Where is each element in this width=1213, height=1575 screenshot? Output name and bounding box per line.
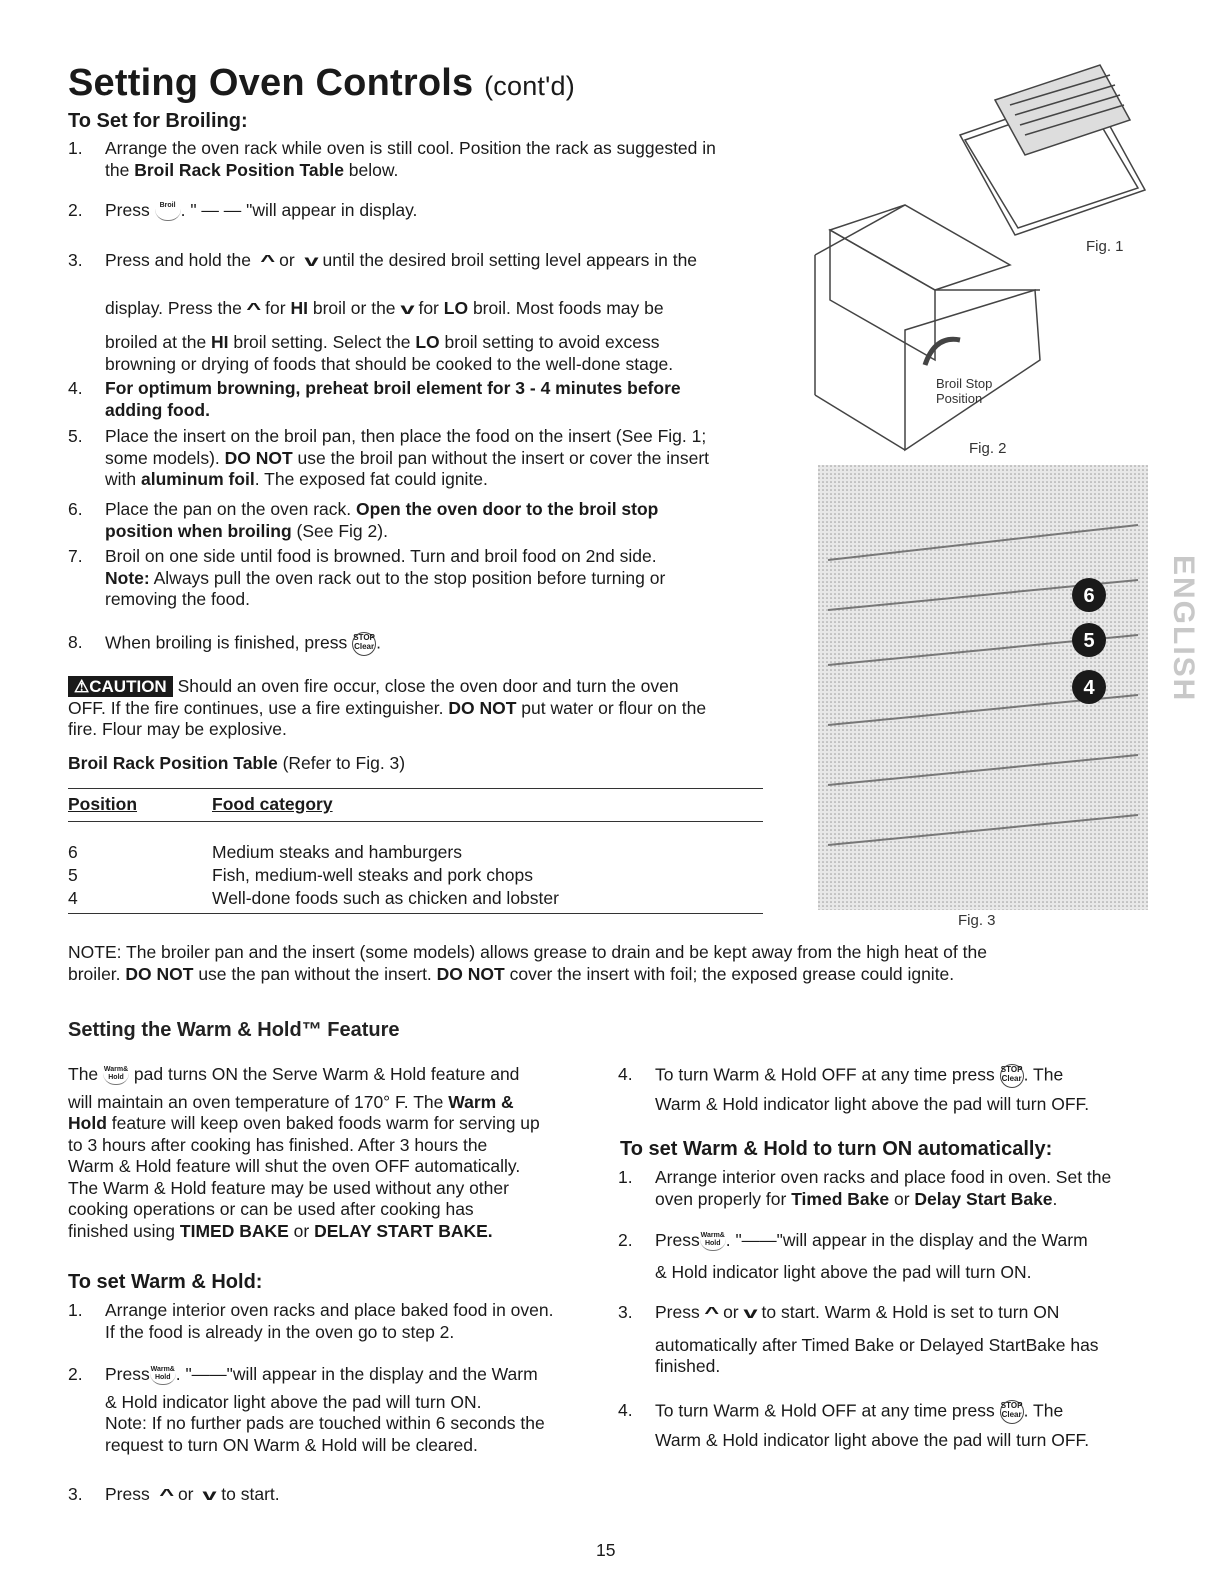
stop-clear-icon: STOP Clear bbox=[1000, 1400, 1024, 1424]
step-number: 1. bbox=[68, 138, 83, 158]
table-rule-bottom bbox=[68, 913, 763, 914]
stop-clear-icon: STOP Clear bbox=[352, 632, 376, 656]
warm-step-4: 4. To turn Warm & Hold OFF at any time press STOP Clear . The Warm & Hold indicator light above the pad will turn OFF. bbox=[618, 1064, 1090, 1114]
oven-interior-illustration bbox=[818, 465, 1148, 910]
table-cell-food: Medium steaks and hamburgers bbox=[212, 842, 462, 862]
up-arrow-icon: ^ bbox=[246, 301, 261, 318]
warm-hold-pad-icon: Warm& Hold bbox=[150, 1366, 176, 1385]
broil-pad-icon: Broil bbox=[155, 202, 181, 221]
auto-step-2: 2. PressWarm& Hold . "——"will appear in the display and the Warm & Hold indicator light above the pad will turn ON. bbox=[618, 1230, 1088, 1282]
broil-step-8: 8. When broiling is finished, press STOP Clear . bbox=[105, 632, 381, 656]
table-cell-position: 6 bbox=[68, 842, 78, 862]
step-text: Press bbox=[105, 200, 150, 220]
caution-badge: ⚠CAUTION bbox=[68, 676, 173, 697]
broil-step-1 bbox=[68, 138, 805, 181]
up-arrow-icon: ^ bbox=[260, 253, 275, 270]
warm-step-3: 3. Press ^ or v to start. bbox=[105, 1484, 280, 1507]
language-side-tab: ENGLISH bbox=[1167, 555, 1200, 703]
broiling-heading: To Set for Broiling: bbox=[68, 110, 248, 132]
page-title-suffix: (cont'd) bbox=[484, 71, 575, 101]
down-arrow-icon: v bbox=[399, 301, 415, 318]
broil-step-5: 5. Place the insert on the broil pan, then place the food on the insert (See Fig. 1; some models). DO NOT use the broil pan without the insert or cover the insert with aluminum foil. The exposed fat could ignite. bbox=[68, 426, 710, 489]
warm-step-1: 1. Arrange interior oven racks and place baked food in oven. If the food is already in the oven go to step 2. bbox=[68, 1300, 554, 1342]
page-title-text: Setting Oven Controls bbox=[68, 62, 474, 104]
table-cell-food: Fish, medium-well steaks and pork chops bbox=[212, 865, 533, 885]
auto-step-3: 3. Press ^ or v to start. Warm & Hold is set to turn ON automatically after Timed Bake or Delayed StartBake has finished. bbox=[618, 1302, 1099, 1376]
table-caption: Broil Rack Position Table (Refer to Fig. 3) bbox=[68, 753, 406, 773]
table-cell-position: 5 bbox=[68, 865, 78, 885]
auto-step-1: 1. Arrange interior oven racks and place food in oven. Set the oven properly for Timed Bake or Delay Start Bake. bbox=[618, 1167, 1112, 1209]
table-cell-food: Well-done foods such as chicken and lobster bbox=[212, 888, 559, 908]
page-title bbox=[68, 62, 575, 105]
page-number: 15 bbox=[596, 1540, 616, 1560]
step-text: . " — — "will appear in display. bbox=[180, 200, 418, 220]
warm-hold-heading: Setting the Warm & Hold™ Feature bbox=[68, 1019, 400, 1041]
warm-hold-intro: The Warm& Hold pad turns ON the Serve Warm & Hold feature and will maintain an oven temperature of 170° F. The Warm & Hold feature will keep oven baked foods warm for serving up to 3 hours after cooking has finished. After 3 hours the Warm & Hold feature will shut the oven OFF automatically. The Warm & Hold feature may be used without any other cooking operations or can be used after cooking has finished using TIMED BAKE or DELAY START BAKE. bbox=[68, 1064, 540, 1241]
warm-step-2: 2. PressWarm& Hold . "——"will appear in the display and the Warm & Hold indicator light above the pad will turn ON. Note: If no further pads are touched within 6 seconds the request to turn ON Warm & Hold will be cleared. bbox=[68, 1364, 545, 1455]
rack-6-marker: 6 bbox=[1083, 585, 1095, 607]
broil-stop-label: Broil Stop Position bbox=[936, 376, 993, 406]
broil-step-3-cont: display. Press the ^ for HI broil or the v for LO broil. Most foods may be bbox=[105, 298, 805, 321]
down-arrow-icon: v bbox=[742, 1305, 758, 1322]
step-number: 2. bbox=[68, 200, 83, 220]
table-rule-mid bbox=[68, 821, 763, 822]
stop-clear-icon: STOP Clear bbox=[1000, 1064, 1024, 1088]
fig2-label: Fig. 2 bbox=[969, 440, 1007, 457]
broil-step-4: 4. For optimum browning, preheat broil element for 3 - 4 minutes before adding food. bbox=[68, 378, 681, 420]
down-arrow-icon: v bbox=[202, 1487, 217, 1504]
set-warm-hold-heading: To set Warm & Hold: bbox=[68, 1271, 263, 1293]
warm-hold-pad-icon: Warm& Hold bbox=[103, 1066, 129, 1085]
broil-step-7: 7. Broil on one side until food is browned. Turn and broil food on 2nd side. Note: Always pull the oven rack out to the stop position before turning or removing the food. bbox=[68, 546, 666, 609]
table-header-position: Position bbox=[68, 794, 138, 814]
broiler-note: NOTE: The broiler pan and the insert (some models) allows grease to drain and be kept away from the high heat of the broiler. DO NOT use the pan without the insert. DO NOT cover the insert with foil; the exposed grease could ignite. bbox=[68, 942, 987, 984]
down-arrow-icon: v bbox=[303, 253, 319, 270]
up-arrow-icon: ^ bbox=[703, 1305, 719, 1322]
table-cell-position: 4 bbox=[68, 888, 78, 908]
table-rule-top bbox=[68, 788, 763, 789]
auto-step-4: 4. To turn Warm & Hold OFF at any time press STOP Clear . The Warm & Hold indicator light above the pad will turn OFF. bbox=[618, 1400, 1090, 1450]
warm-hold-pad-icon: Warm& Hold bbox=[700, 1232, 726, 1251]
broil-step-2 bbox=[68, 200, 418, 222]
table-header-food: Food category bbox=[212, 794, 333, 814]
caution-block: ⚠CAUTION Should an oven fire occur, close the oven door and turn the oven OFF. If the fire continues, use a fire extinguisher. DO NOT put water or flour on the fire. Flour may be explosive. bbox=[68, 676, 707, 739]
broil-step-6: 6. Place the pan on the oven rack. Open the oven door to the broil stop position when broiling (See Fig 2). bbox=[68, 499, 659, 541]
auto-warm-hold-heading: To set Warm & Hold to turn ON automatically: bbox=[620, 1138, 1053, 1160]
up-arrow-icon: ^ bbox=[158, 1487, 174, 1504]
broil-step-3: 3. Press and hold the ^ or v until the desired broil setting level appears in the bbox=[105, 250, 805, 273]
step-text: Arrange the oven rack while oven is still cool. Position the rack as suggested in bbox=[105, 138, 716, 158]
step-number: 3. bbox=[68, 250, 83, 270]
rack-4-marker: 4 bbox=[1083, 677, 1095, 699]
broil-step-3-cont2: broiled at the HI broil setting. Select the LO broil setting to avoid excess browning or drying of foods that should be cooked to the well-done stage. bbox=[105, 332, 674, 374]
step-text: the Broil Rack Position Table below. bbox=[105, 159, 399, 180]
fig1-label: Fig. 1 bbox=[1086, 238, 1124, 255]
fig3-label: Fig. 3 bbox=[958, 912, 996, 929]
rack-5-marker: 5 bbox=[1083, 630, 1095, 652]
